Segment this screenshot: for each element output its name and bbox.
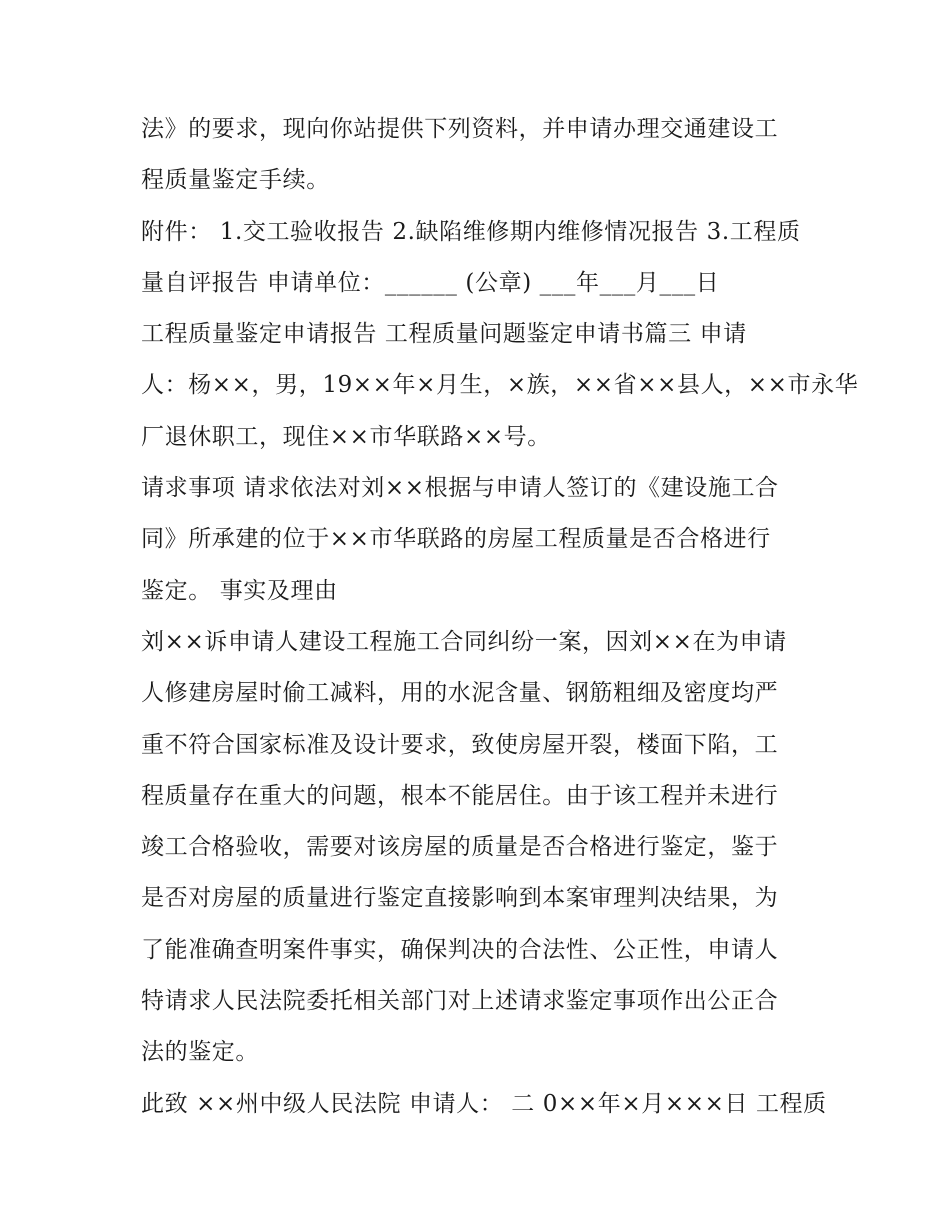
text-line: 法》的要求，现向你站提供下列资料，并申请办理交通建设工 (141, 116, 779, 142)
text-line: 是否对房屋的质量进行鉴定直接影响到本案审理判决结果，为 (141, 885, 779, 912)
text-line: 鉴定。 事实及理由 (141, 577, 338, 604)
text-line: 特请求人民法院委托相关部门对上述请求鉴定事项作出公正合 (141, 988, 779, 1015)
text-line: 此致 ××州中级人民法院 申请人： 二 0××年×月×××日 工程质 (141, 1090, 827, 1117)
text-line: 人修建房屋时偷工减料，用的水泥含量、钢筋粗细及密度均严 (141, 680, 779, 707)
text-line: 量自评报告 申请单位：______ (公章) ___年___月___日 (141, 269, 720, 296)
text-line: 请求事项 请求依法对刘××根据与申请人签订的《建设施工合 (141, 475, 779, 502)
text-line: 程质量鉴定手续。 (141, 167, 330, 194)
text-line: 竣工合格验收，需要对该房屋的质量是否合格进行鉴定，鉴于 (141, 834, 779, 861)
document-body (141, 104, 859, 1130)
text-line: 工程质量鉴定申请报告 工程质量问题鉴定申请书篇三 申请 (141, 321, 747, 348)
text-line: 厂退休职工，现住××市华联路××号。 (141, 423, 551, 450)
text-line: 法的鉴定。 (141, 1039, 259, 1066)
text-line: 程质量存在重大的问题，根本不能居住。由于该工程并未进行 (141, 782, 779, 809)
text-line: 同》所承建的位于××市华联路的房屋工程质量是否合格进行 (141, 526, 771, 553)
text-line: 人：杨××，男，19××年×月生，×族，××省××县人，××市永华 (141, 372, 859, 399)
text-line: 刘××诉申请人建设工程施工合同纠纷一案，因刘××在为申请 (141, 628, 787, 655)
text-line: 了能准确查明案件事实，确保判决的合法性、公正性，申请人 (141, 936, 779, 963)
text-line: 附件： 1.交工验收报告 2.缺陷维修期内维修情况报告 3.工程质 (141, 218, 801, 245)
text-line: 重不符合国家标准及设计要求，致使房屋开裂，楼面下陷，工 (141, 731, 779, 758)
